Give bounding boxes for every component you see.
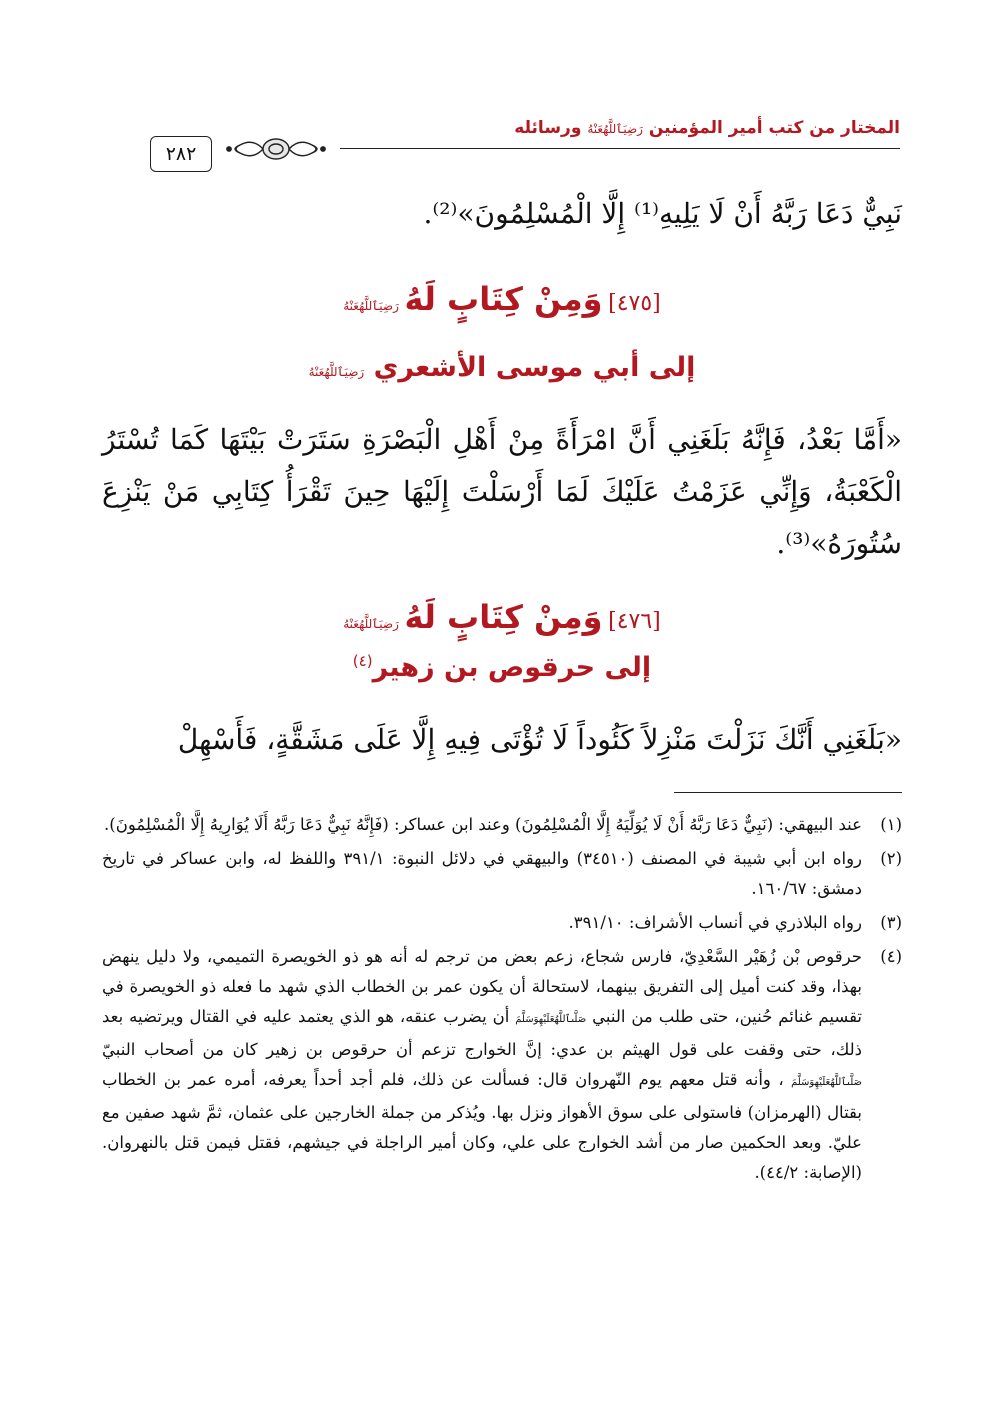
footnote-ref: (٤) [352,652,373,670]
page-number: ٢٨٢ [150,136,212,172]
section-recipient-476: إلى حرقوص بن زهير$^{(٤)}$ [352,652,652,683]
honorific-glyph: رَضِيَٱللَّهُعَنْهُ [587,122,643,136]
section-heading-476 [102,598,902,636]
footnote-number: (٢) [880,849,902,868]
footnote-item [102,908,902,938]
section-title: وَمِنْ كِتَابٍ لَهُ [404,280,603,318]
section-heading-475 [102,280,902,318]
honorific-glyph: رَضِيَٱللَّهُعَنْهُ [308,365,365,379]
letter-text-476: «بَلَغَنِي أَنَّكَ نَزَلْتَ مَنْزِلاً كَئُوداً لَا تُؤْتَى فِيهِ إِلَّا عَلَى مَشَقَّةٍ، فَأَسْهِلْ [177,723,902,756]
honorific-glyph: صَلَّىٱللَّهُعَلَيْهِوَسَلَّمَ [791,1077,862,1088]
footnote-item [102,810,902,840]
continuation-line: نَبِيٌّ دَعَا رَبَّهُ أَنْ لَا يَلِيهِ⁽¹⁾ إِلَّا الْمُسْلِمُونَ»⁽²⁾. [423,197,902,230]
footnote-text: عند البيهقي: (نَبِيٌّ دَعَا رَبَّهُ أَنْ لَا يُوَلِّيَهُ إِلَّا الْمُسْلِمُونَ) وعند ابن عساكر: (فَإِنَّهُ نَبِيٌّ دَعَا رَبَّهُ أَلَا يُوَارِيهُ إِلَّا الْمُسْلِمُونَ). [104,815,862,834]
footnote-item [102,844,902,904]
footnote-text: حرقوص بْن زُهَيْر السَّعْدِيّ، فارس شجاع، زعم بعض من ترجم له أنه هو ذو الخويصرة التميمي، ولا دليل ينهض بهذا، وقد كنت أميل إلى التفريق بينهما، لاستحالة أن يكون عمر بن الخطاب الذي شهد ما فعله ذو الخويصرة في تقسيم غنائم حُنين، حتى طلب من النبي صَلَّىٱللَّهُعَلَيْهِوَسَلَّمَ أن يضرب عنقه، هو الذي يعتمد عليه في القتال ويرتضيه بعد ذلك، حتى وقفت على قول الهيثم بن عدي: إنَّ الخوارج تزعم أن حرقوص بن زهير كان من أصحاب النبيّ صَلَّىٱللَّهُعَلَيْهِوَسَلَّمَ ، وأنه قتل معهم يوم النّهروان قال: فسألت عن ذلك، فلم أجد أحداً يعرفه، أمره عمر بن الخطاب بقتال (الهرمزان) فاستولى على سوق الأهواز ونزل بها. ويُذكر من جملة الخارجين على عثمان، ثمَّ شهد صفين مع عليّ. وبعد الحكمين صار من أشد الخوارج على علي، وكان أمير الراجلة في جيشهم، فقتل فيمن قتل بالنهروان. (الإصابة: ٤٤/٢). [102,947,863,1182]
letter-text-475: «أَمَّا بَعْدُ، فَإِنَّهُ بَلَغَنِي أَنَّ امْرَأَةً مِنْ أَهْلِ الْبَصْرَةِ سَتَرَتْ بَيْتَهَا كَمَا تُسْتَرُ الْكَعْبَةُ، وَإِنِّي عَزَمْتُ عَلَيْكَ لَمَا أَرْسَلْتَ إِلَيْهَا حِينَ تَقْرَأُ كِتَابِي مَنْ يَنْزِعَ سُتُورَهُ»⁽³⁾. [102,423,902,560]
ornament-icon [226,134,326,164]
section-recipient-475: إلى أبي موسى الأشعري رَضِيَٱللَّهُعَنْهُ [308,352,696,383]
footnotes [102,810,902,1192]
section-number: [٤٧٦] [608,609,661,634]
running-header [150,118,900,188]
honorific-glyph: صَلَّىٱللَّهُعَلَيْهِوَسَلَّمَ [515,1014,587,1025]
footnote-rule [674,792,902,793]
honorific-glyph: رَضِيَٱللَّهُعَنْهُ [343,299,399,313]
footnote-number: (١) [880,815,902,834]
section-number: [٤٧٥] [608,291,661,316]
footnote-text: رواه ابن أبي شيبة في المصنف (٣٤٥١٠) والبيهقي في دلائل النبوة: ٣٩١/١ واللفظ له، وابن عساكر في تاريخ دمشق: ١٦٠/٦٧. [102,849,863,898]
footnote-text: رواه البلاذري في أنساب الأشراف: ٣٩١/١٠. [568,913,862,932]
header-title: المختار من كتب أمير المؤمنين رَضِيَٱللَّهُعَنْهُ ورسائله [514,118,900,138]
footnote-number: (٤) [880,947,902,966]
section-title: وَمِنْ كِتَابٍ لَهُ [404,598,603,636]
honorific-glyph: رَضِيَٱللَّهُعَنْهُ [343,617,399,631]
footnote-number: (٣) [880,913,902,932]
header-rule [340,148,900,149]
footnote-item [102,942,902,1188]
